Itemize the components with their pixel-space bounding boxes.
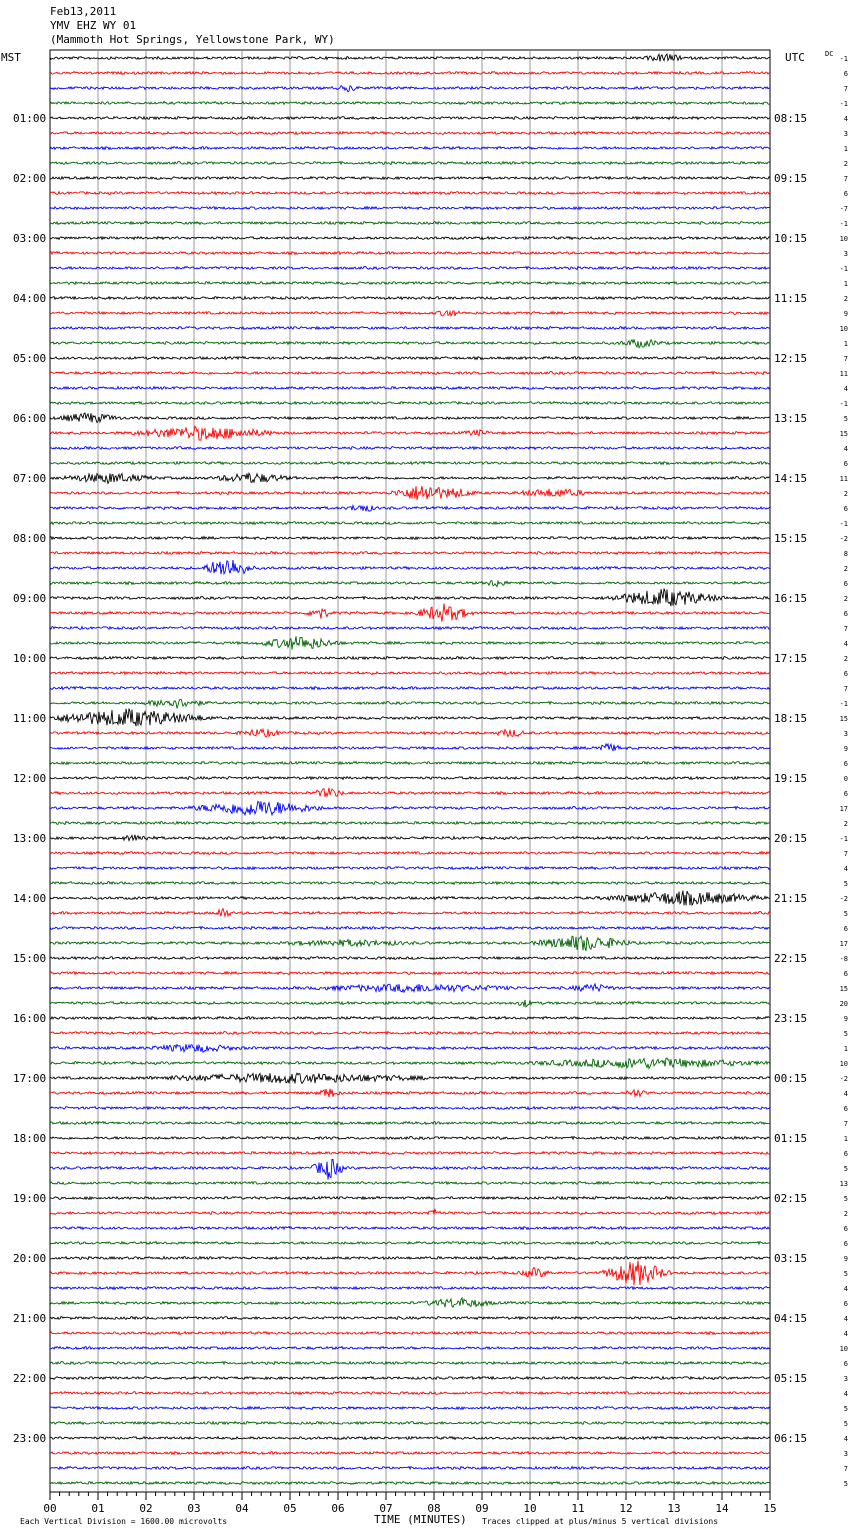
- utc-hour-label: 02:15: [774, 1192, 808, 1205]
- seismic-trace: [50, 636, 770, 649]
- seismic-trace: [50, 252, 770, 255]
- seismic-trace: [50, 627, 770, 630]
- x-tick-label: 12: [619, 1502, 633, 1515]
- dc-offset-label: 10: [839, 235, 848, 243]
- dc-offset-label: 5: [843, 1270, 848, 1278]
- mst-hour-label: 19:00: [13, 1192, 47, 1205]
- seismic-trace: [50, 357, 770, 360]
- seismic-trace: [50, 327, 770, 330]
- utc-hour-label: 08:15: [774, 112, 808, 125]
- seismic-trace: [50, 1197, 770, 1200]
- right-axis-label: UTC: [785, 51, 805, 64]
- seismic-trace: [50, 1482, 770, 1485]
- seismic-trace: [50, 522, 770, 525]
- utc-hour-label: 23:15: [774, 1012, 808, 1025]
- seismic-trace: [50, 822, 770, 825]
- dc-offset-label: 17: [839, 805, 848, 813]
- seismic-trace: [50, 1089, 770, 1097]
- mst-hour-label: 02:00: [13, 172, 47, 185]
- mst-hour-label: 07:00: [13, 472, 47, 485]
- utc-hour-label: 11:15: [774, 292, 808, 305]
- dc-offset-label: 8: [843, 550, 848, 558]
- seismic-trace: [50, 801, 770, 815]
- seismic-trace: [50, 927, 770, 930]
- mst-hour-label: 09:00: [13, 592, 47, 605]
- footer-scale-note: Each Vertical Division = 1600.00 microvolts: [20, 1517, 228, 1526]
- seismic-trace: [50, 891, 770, 906]
- utc-hour-label: 01:15: [774, 1132, 808, 1145]
- dc-offset-label: 5: [843, 1030, 848, 1038]
- seismic-trace: [50, 54, 770, 61]
- seismic-trace: [50, 177, 770, 180]
- seismic-trace: [50, 1073, 770, 1083]
- dc-offset-label: 4: [843, 1090, 848, 1098]
- dc-offset-label: 6: [843, 970, 848, 978]
- dc-offset-label: 4: [843, 1390, 848, 1398]
- dc-offset-label: 2: [843, 655, 848, 663]
- x-tick-label: 08: [427, 1502, 441, 1515]
- seismic-trace: [50, 657, 770, 660]
- mst-hour-label: 16:00: [13, 1012, 47, 1025]
- dc-label: DC: [825, 50, 834, 58]
- mst-hour-label: 21:00: [13, 1312, 47, 1325]
- x-tick-label: 00: [43, 1502, 57, 1515]
- seismic-trace: [50, 936, 770, 951]
- utc-hour-label: 18:15: [774, 712, 808, 725]
- seismic-trace: [50, 1209, 770, 1215]
- seismic-trace: [50, 1422, 770, 1425]
- seismic-trace: [50, 1407, 770, 1410]
- dc-offset-label: 5: [843, 1420, 848, 1428]
- mst-hour-label: 03:00: [13, 232, 47, 245]
- seismic-trace: [50, 426, 770, 440]
- seismic-trace: [50, 957, 770, 960]
- dc-offset-label: 6: [843, 1240, 848, 1248]
- seismic-trace: [50, 162, 770, 165]
- seismic-trace: [50, 604, 770, 622]
- dc-offset-label: -1: [839, 100, 848, 108]
- x-tick-label: 02: [139, 1502, 153, 1515]
- dc-offset-label: -1: [839, 400, 848, 408]
- dc-offset-label: 6: [843, 1225, 848, 1233]
- seismic-trace: [50, 147, 770, 150]
- dc-offset-label: 2: [843, 295, 848, 303]
- seismic-trace: [50, 1107, 770, 1110]
- seismic-trace: [50, 1298, 770, 1307]
- utc-hour-label: 03:15: [774, 1252, 808, 1265]
- seismic-trace: [50, 237, 770, 240]
- dc-offset-label: 2: [843, 565, 848, 573]
- seismic-trace: [50, 1152, 770, 1155]
- dc-offset-label: 3: [843, 250, 848, 258]
- mst-hour-label: 01:00: [13, 112, 47, 125]
- utc-hour-label: 20:15: [774, 832, 808, 845]
- seismic-trace: [50, 1452, 770, 1455]
- dc-offset-label: 5: [843, 1405, 848, 1413]
- dc-offset-label: 7: [843, 625, 848, 633]
- seismic-trace: [50, 672, 770, 675]
- seismic-trace: [50, 372, 770, 375]
- seismic-trace: [50, 413, 770, 422]
- mst-hour-label: 12:00: [13, 772, 47, 785]
- mst-hour-label: 08:00: [13, 532, 47, 545]
- seismic-trace: [50, 86, 770, 92]
- seismic-trace: [50, 972, 770, 975]
- x-tick-label: 15: [763, 1502, 777, 1515]
- seismic-trace: [50, 909, 770, 917]
- dc-offset-label: 5: [843, 1195, 848, 1203]
- dc-offset-label: 1: [843, 1045, 848, 1053]
- utc-hour-label: 12:15: [774, 352, 808, 365]
- seismic-trace: [50, 867, 770, 870]
- dc-offset-label: 1: [843, 340, 848, 348]
- seismic-trace: [50, 1122, 770, 1125]
- dc-offset-label: 17: [839, 940, 848, 948]
- seismic-trace: [50, 1160, 770, 1180]
- seismic-trace: [50, 222, 770, 225]
- utc-hour-label: 16:15: [774, 592, 808, 605]
- labels: [13, 55, 848, 1515]
- seismic-trace: [50, 1000, 770, 1007]
- seismic-trace: [50, 762, 770, 765]
- dc-offset-label: 6: [843, 760, 848, 768]
- dc-offset-label: 10: [839, 1345, 848, 1353]
- utc-hour-label: 05:15: [774, 1372, 808, 1385]
- dc-offset-label: 10: [839, 1060, 848, 1068]
- x-tick-label: 11: [571, 1502, 585, 1515]
- dc-offset-label: 4: [843, 865, 848, 873]
- x-tick-label: 04: [235, 1502, 249, 1515]
- seismic-trace: [50, 852, 770, 855]
- dc-offset-label: 7: [843, 1120, 848, 1128]
- dc-offset-label: 5: [843, 415, 848, 423]
- dc-offset-label: -2: [839, 1075, 848, 1083]
- seismic-trace: [50, 311, 770, 316]
- mst-hour-label: 20:00: [13, 1252, 47, 1265]
- seismic-trace: [50, 1332, 770, 1335]
- dc-offset-label: -1: [839, 55, 848, 63]
- dc-offset-label: 6: [843, 1150, 848, 1158]
- location-label: (Mammoth Hot Springs, Yellowstone Park, WY): [50, 33, 335, 46]
- seismic-trace: [50, 1182, 770, 1185]
- seismic-trace: [50, 297, 770, 300]
- seismic-trace: [50, 1317, 770, 1320]
- seismic-trace: [50, 552, 770, 555]
- seismic-trace: [50, 1257, 770, 1260]
- dc-offset-label: 4: [843, 640, 848, 648]
- x-tick-label: 01: [91, 1502, 105, 1515]
- seismic-trace: [50, 589, 770, 607]
- utc-hour-label: 06:15: [774, 1432, 808, 1445]
- seismic-trace: [50, 72, 770, 75]
- dc-offset-label: 6: [843, 925, 848, 933]
- dc-offset-label: 2: [843, 160, 848, 168]
- dc-offset-label: 2: [843, 490, 848, 498]
- dc-offset-label: 7: [843, 85, 848, 93]
- seismic-trace: [50, 1044, 770, 1052]
- x-tick-label: 09: [475, 1502, 489, 1515]
- mst-hour-label: 04:00: [13, 292, 47, 305]
- dc-offset-label: 7: [843, 355, 848, 363]
- seismic-trace: [50, 387, 770, 390]
- seismic-trace: [50, 560, 770, 574]
- dc-offset-label: 0: [843, 775, 848, 783]
- dc-offset-label: 1: [843, 145, 848, 153]
- seismic-trace: [50, 1287, 770, 1290]
- mst-hour-label: 14:00: [13, 892, 47, 905]
- dc-offset-label: 2: [843, 595, 848, 603]
- dc-offset-label: 13: [839, 1180, 848, 1188]
- seismic-trace: [50, 1261, 770, 1286]
- dc-offset-label: -8: [839, 955, 848, 963]
- utc-hour-label: 21:15: [774, 892, 808, 905]
- utc-hour-label: 14:15: [774, 472, 808, 485]
- station-label: YMV EHZ WY 01: [50, 19, 137, 32]
- dc-offset-label: 15: [839, 430, 848, 438]
- dc-offset-label: 3: [843, 130, 848, 138]
- dc-offset-label: 5: [843, 1480, 848, 1488]
- dc-offset-label: -7: [839, 205, 848, 213]
- seismic-trace: [50, 506, 770, 512]
- dc-offset-label: 4: [843, 1435, 848, 1443]
- footer-clip-note: Traces clipped at plus/minus 5 vertical divisions: [482, 1517, 719, 1526]
- dc-offset-label: -1: [839, 520, 848, 528]
- seismic-trace: [50, 402, 770, 405]
- mst-hour-label: 06:00: [13, 412, 47, 425]
- mst-hour-label: 13:00: [13, 832, 47, 845]
- dc-offset-label: -1: [839, 265, 848, 273]
- seismic-trace: [50, 1392, 770, 1395]
- seismic-trace: [50, 447, 770, 450]
- dc-offset-label: 3: [843, 1450, 848, 1458]
- dc-offset-label: 4: [843, 115, 848, 123]
- mst-hour-label: 05:00: [13, 352, 47, 365]
- x-tick-label: 10: [523, 1502, 537, 1515]
- seismic-trace: [50, 788, 770, 797]
- dc-offset-label: 5: [843, 910, 848, 918]
- utc-hour-label: 13:15: [774, 412, 808, 425]
- utc-hour-label: 17:15: [774, 652, 808, 665]
- mst-hour-label: 10:00: [13, 652, 47, 665]
- utc-hour-label: 10:15: [774, 232, 808, 245]
- seismic-trace: [50, 581, 770, 587]
- dc-offset-label: 6: [843, 1105, 848, 1113]
- seismic-trace: [50, 267, 770, 270]
- x-tick-label: 03: [187, 1502, 201, 1515]
- dc-offset-label: 6: [843, 190, 848, 198]
- seismic-trace: [50, 132, 770, 135]
- dc-offset-label: 7: [843, 1465, 848, 1473]
- seismic-trace: [50, 102, 770, 105]
- mst-hour-label: 22:00: [13, 1372, 47, 1385]
- dc-offset-label: 3: [843, 1375, 848, 1383]
- seismic-trace: [50, 340, 770, 348]
- seismic-trace: [50, 744, 770, 751]
- utc-hour-label: 19:15: [774, 772, 808, 785]
- seismic-trace: [50, 1467, 770, 1470]
- plot-frame: [50, 50, 770, 1492]
- seismic-trace: [50, 699, 770, 708]
- dc-offset-label: 6: [843, 580, 848, 588]
- mst-hour-label: 23:00: [13, 1432, 47, 1445]
- date-label: Feb13,2011: [50, 5, 117, 18]
- dc-offset-label: 4: [843, 1285, 848, 1293]
- dc-offset-label: 7: [843, 175, 848, 183]
- x-tick-label: 13: [667, 1502, 681, 1515]
- dc-offset-label: 6: [843, 670, 848, 678]
- dc-offset-label: -2: [839, 535, 848, 543]
- dc-offset-label: 2: [843, 1210, 848, 1218]
- mst-hour-label: 17:00: [13, 1072, 47, 1085]
- mst-hour-label: 15:00: [13, 952, 47, 965]
- seismic-trace: [50, 882, 770, 885]
- seismic-trace: [50, 777, 770, 780]
- traces: [50, 54, 770, 1484]
- dc-offset-label: 5: [843, 880, 848, 888]
- seismic-trace: [50, 1437, 770, 1440]
- dc-offset-label: 4: [843, 1330, 848, 1338]
- dc-offset-label: -1: [839, 835, 848, 843]
- x-tick-label: 14: [715, 1502, 729, 1515]
- seismic-trace: [50, 1032, 770, 1035]
- dc-offset-label: 9: [843, 310, 848, 318]
- utc-hour-label: 15:15: [774, 532, 808, 545]
- seismic-trace: [50, 1347, 770, 1350]
- seismic-trace: [50, 1137, 770, 1140]
- dc-offset-label: 11: [839, 370, 848, 378]
- dc-offset-label: 1: [843, 1135, 848, 1143]
- seismic-trace: [50, 729, 770, 737]
- dc-offset-label: 9: [843, 1255, 848, 1263]
- dc-offset-label: 6: [843, 70, 848, 78]
- dc-offset-label: 6: [843, 790, 848, 798]
- mst-hour-label: 18:00: [13, 1132, 47, 1145]
- dc-offset-label: -1: [839, 220, 848, 228]
- dc-offset-label: 2: [843, 820, 848, 828]
- x-tick-label: 07: [379, 1502, 393, 1515]
- left-axis-label: MST: [1, 51, 21, 64]
- utc-hour-label: 04:15: [774, 1312, 808, 1325]
- dc-offset-label: 15: [839, 715, 848, 723]
- mst-hour-label: 11:00: [13, 712, 47, 725]
- seismic-trace: [50, 537, 770, 540]
- utc-hour-label: 09:15: [774, 172, 808, 185]
- dc-offset-label: 7: [843, 850, 848, 858]
- seismic-trace: [50, 1242, 770, 1245]
- dc-offset-label: 5: [843, 1165, 848, 1173]
- seismic-trace: [50, 1017, 770, 1020]
- seismic-trace: [50, 709, 770, 727]
- seismic-trace: [50, 207, 770, 210]
- seismic-trace: [50, 1377, 770, 1380]
- utc-hour-label: 00:15: [774, 1072, 808, 1085]
- dc-offset-label: 4: [843, 1315, 848, 1323]
- seismic-trace: [50, 1362, 770, 1365]
- seismic-trace: [50, 984, 770, 992]
- dc-offset-label: 15: [839, 985, 848, 993]
- dc-offset-label: 3: [843, 730, 848, 738]
- dc-offset-label: 6: [843, 505, 848, 513]
- x-axis-label: TIME (MINUTES): [374, 1513, 467, 1526]
- seismic-trace: [50, 687, 770, 690]
- dc-offset-label: 9: [843, 1015, 848, 1023]
- dc-offset-label: 4: [843, 385, 848, 393]
- dc-offset-label: 9: [843, 745, 848, 753]
- dc-offset-label: 6: [843, 1300, 848, 1308]
- dc-offset-label: 10: [839, 325, 848, 333]
- dc-offset-label: -1: [839, 700, 848, 708]
- dc-offset-label: -2: [839, 895, 848, 903]
- seismic-trace: [50, 1058, 770, 1069]
- dc-offset-label: 4: [843, 445, 848, 453]
- seismic-trace: [50, 462, 770, 465]
- seismic-trace: [50, 473, 770, 483]
- seismic-trace: [50, 192, 770, 195]
- dc-offset-label: 20: [839, 1000, 848, 1008]
- seismic-trace: [50, 1227, 770, 1230]
- utc-hour-label: 22:15: [774, 952, 808, 965]
- seismic-trace: [50, 835, 770, 841]
- seismic-trace: [50, 117, 770, 120]
- x-tick-label: 05: [283, 1502, 297, 1515]
- dc-offset-label: 11: [839, 475, 848, 483]
- x-tick-label: 06: [331, 1502, 345, 1515]
- dc-offset-label: 6: [843, 1360, 848, 1368]
- seismic-trace: [50, 282, 770, 285]
- seismic-trace: [50, 486, 770, 500]
- dc-offset-label: 7: [843, 685, 848, 693]
- dc-offset-label: 6: [843, 610, 848, 618]
- dc-offset-label: 6: [843, 460, 848, 468]
- dc-offset-label: 1: [843, 280, 848, 288]
